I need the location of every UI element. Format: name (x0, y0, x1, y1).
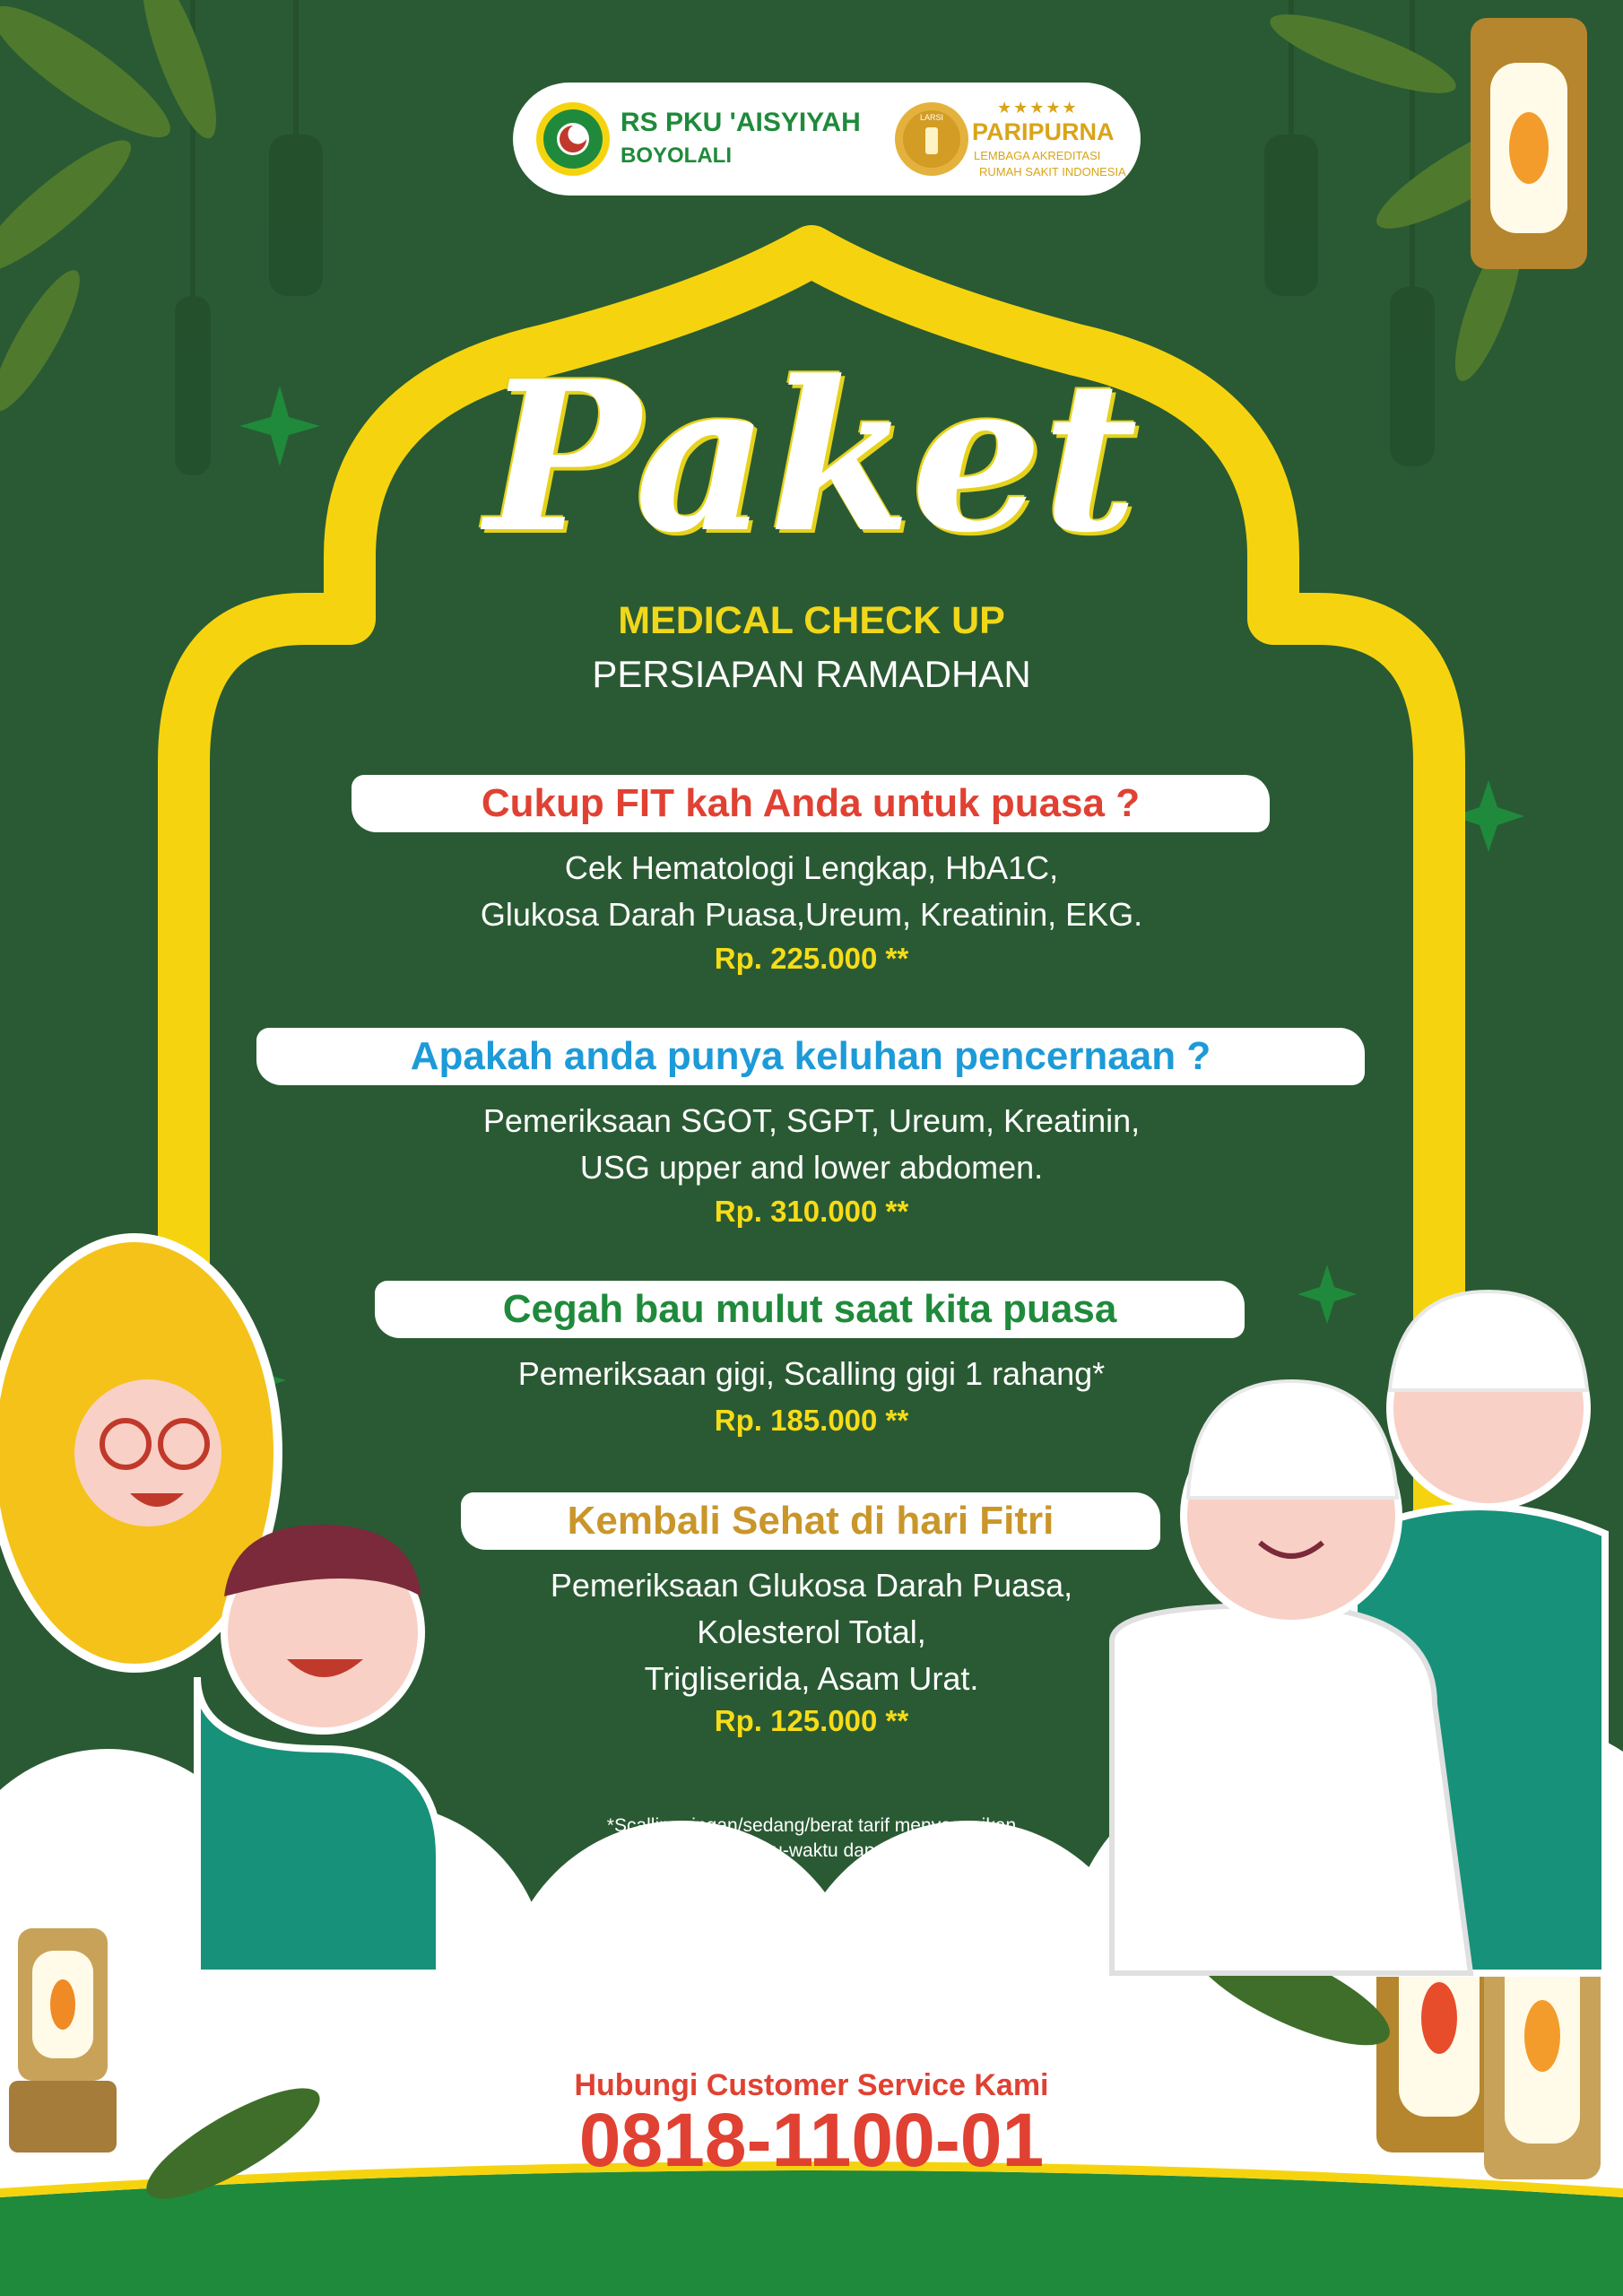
package-price-2: Rp. 310.000 ** (714, 1195, 909, 1228)
package-heading-text: Apakah anda punya keluhan pencernaan ? (410, 1034, 1211, 1078)
accreditation-seal-text: LARSI (919, 113, 944, 122)
package-description-4 (0, 1562, 1623, 1702)
footnote-line: *Scalling ringan/sedang/berat tarif menyesuaikan (606, 1815, 1017, 1836)
accreditation-subtitle: LEMBAGA AKREDITASI (974, 149, 1101, 162)
hospital-city: BOYOLALI (621, 144, 732, 168)
package-heading-3 (375, 1281, 1245, 1338)
package-heading-1 (352, 775, 1270, 832)
package-heading-text: Cukup FIT kah Anda untuk puasa ? (481, 781, 1141, 825)
package-description-line: Pemeriksaan SGOT, SGPT, Ureum, Kreatinin, (482, 1102, 1141, 1139)
accreditation-subtitle-2: RUMAH SAKIT INDONESIA (979, 165, 1126, 178)
title-subtitle: MEDICAL CHECK UP (618, 599, 1005, 642)
package-heading-text: Cegah bau mulut saat kita puasa (502, 1287, 1117, 1331)
accreditation-stars: ★★★★★ (997, 99, 1079, 117)
title-script: Paket (485, 336, 1138, 578)
package-price-4: Rp. 125.000 ** (714, 1704, 909, 1737)
package-price-1: Rp. 225.000 ** (714, 942, 909, 975)
package-price-3: Rp. 185.000 ** (714, 1404, 909, 1437)
accreditation-seal-icon (893, 100, 970, 178)
footnote-line: **Tarif sewaktu-waktu dapat berubah (657, 1840, 966, 1861)
hospital-name: RS PKU 'AISYIYAH (621, 108, 861, 137)
footnotes (0, 1813, 1623, 1864)
package-description-line: USG upper and lower abdomen. (579, 1149, 1044, 1186)
package-description-line: Trigliserida, Asam Urat. (644, 1660, 979, 1697)
package-heading-2 (256, 1028, 1365, 1085)
package-heading-4 (461, 1492, 1160, 1550)
contact-phone-number[interactable]: 0818-1100-01 (578, 2098, 1045, 2182)
package-description-line: Glukosa Darah Puasa,Ureum, Kreatinin, EKG. (480, 896, 1143, 933)
package-description-1 (0, 845, 1623, 938)
header-logo-pill (513, 83, 1141, 196)
package-description-2 (0, 1098, 1623, 1191)
package-heading-text: Kembali Sehat di hari Fitri (567, 1499, 1055, 1543)
title-subtitle-2: PERSIAPAN RAMADHAN (592, 653, 1031, 695)
package-description-line: Pemeriksaan Glukosa Darah Puasa, (550, 1567, 1073, 1604)
package-description-line: Pemeriksaan gigi, Scalling gigi 1 rahang* (517, 1355, 1106, 1392)
package-description-line: Cek Hematologi Lengkap, HbA1C, (564, 849, 1059, 886)
accreditation-title: PARIPURNA (972, 118, 1115, 145)
contact-label: Hubungi Customer Service Kami (574, 2068, 1049, 2102)
package-description-3 (0, 1351, 1623, 1397)
hospital-emblem-icon (534, 100, 612, 178)
package-description-line: Kolesterol Total, (697, 1613, 926, 1650)
